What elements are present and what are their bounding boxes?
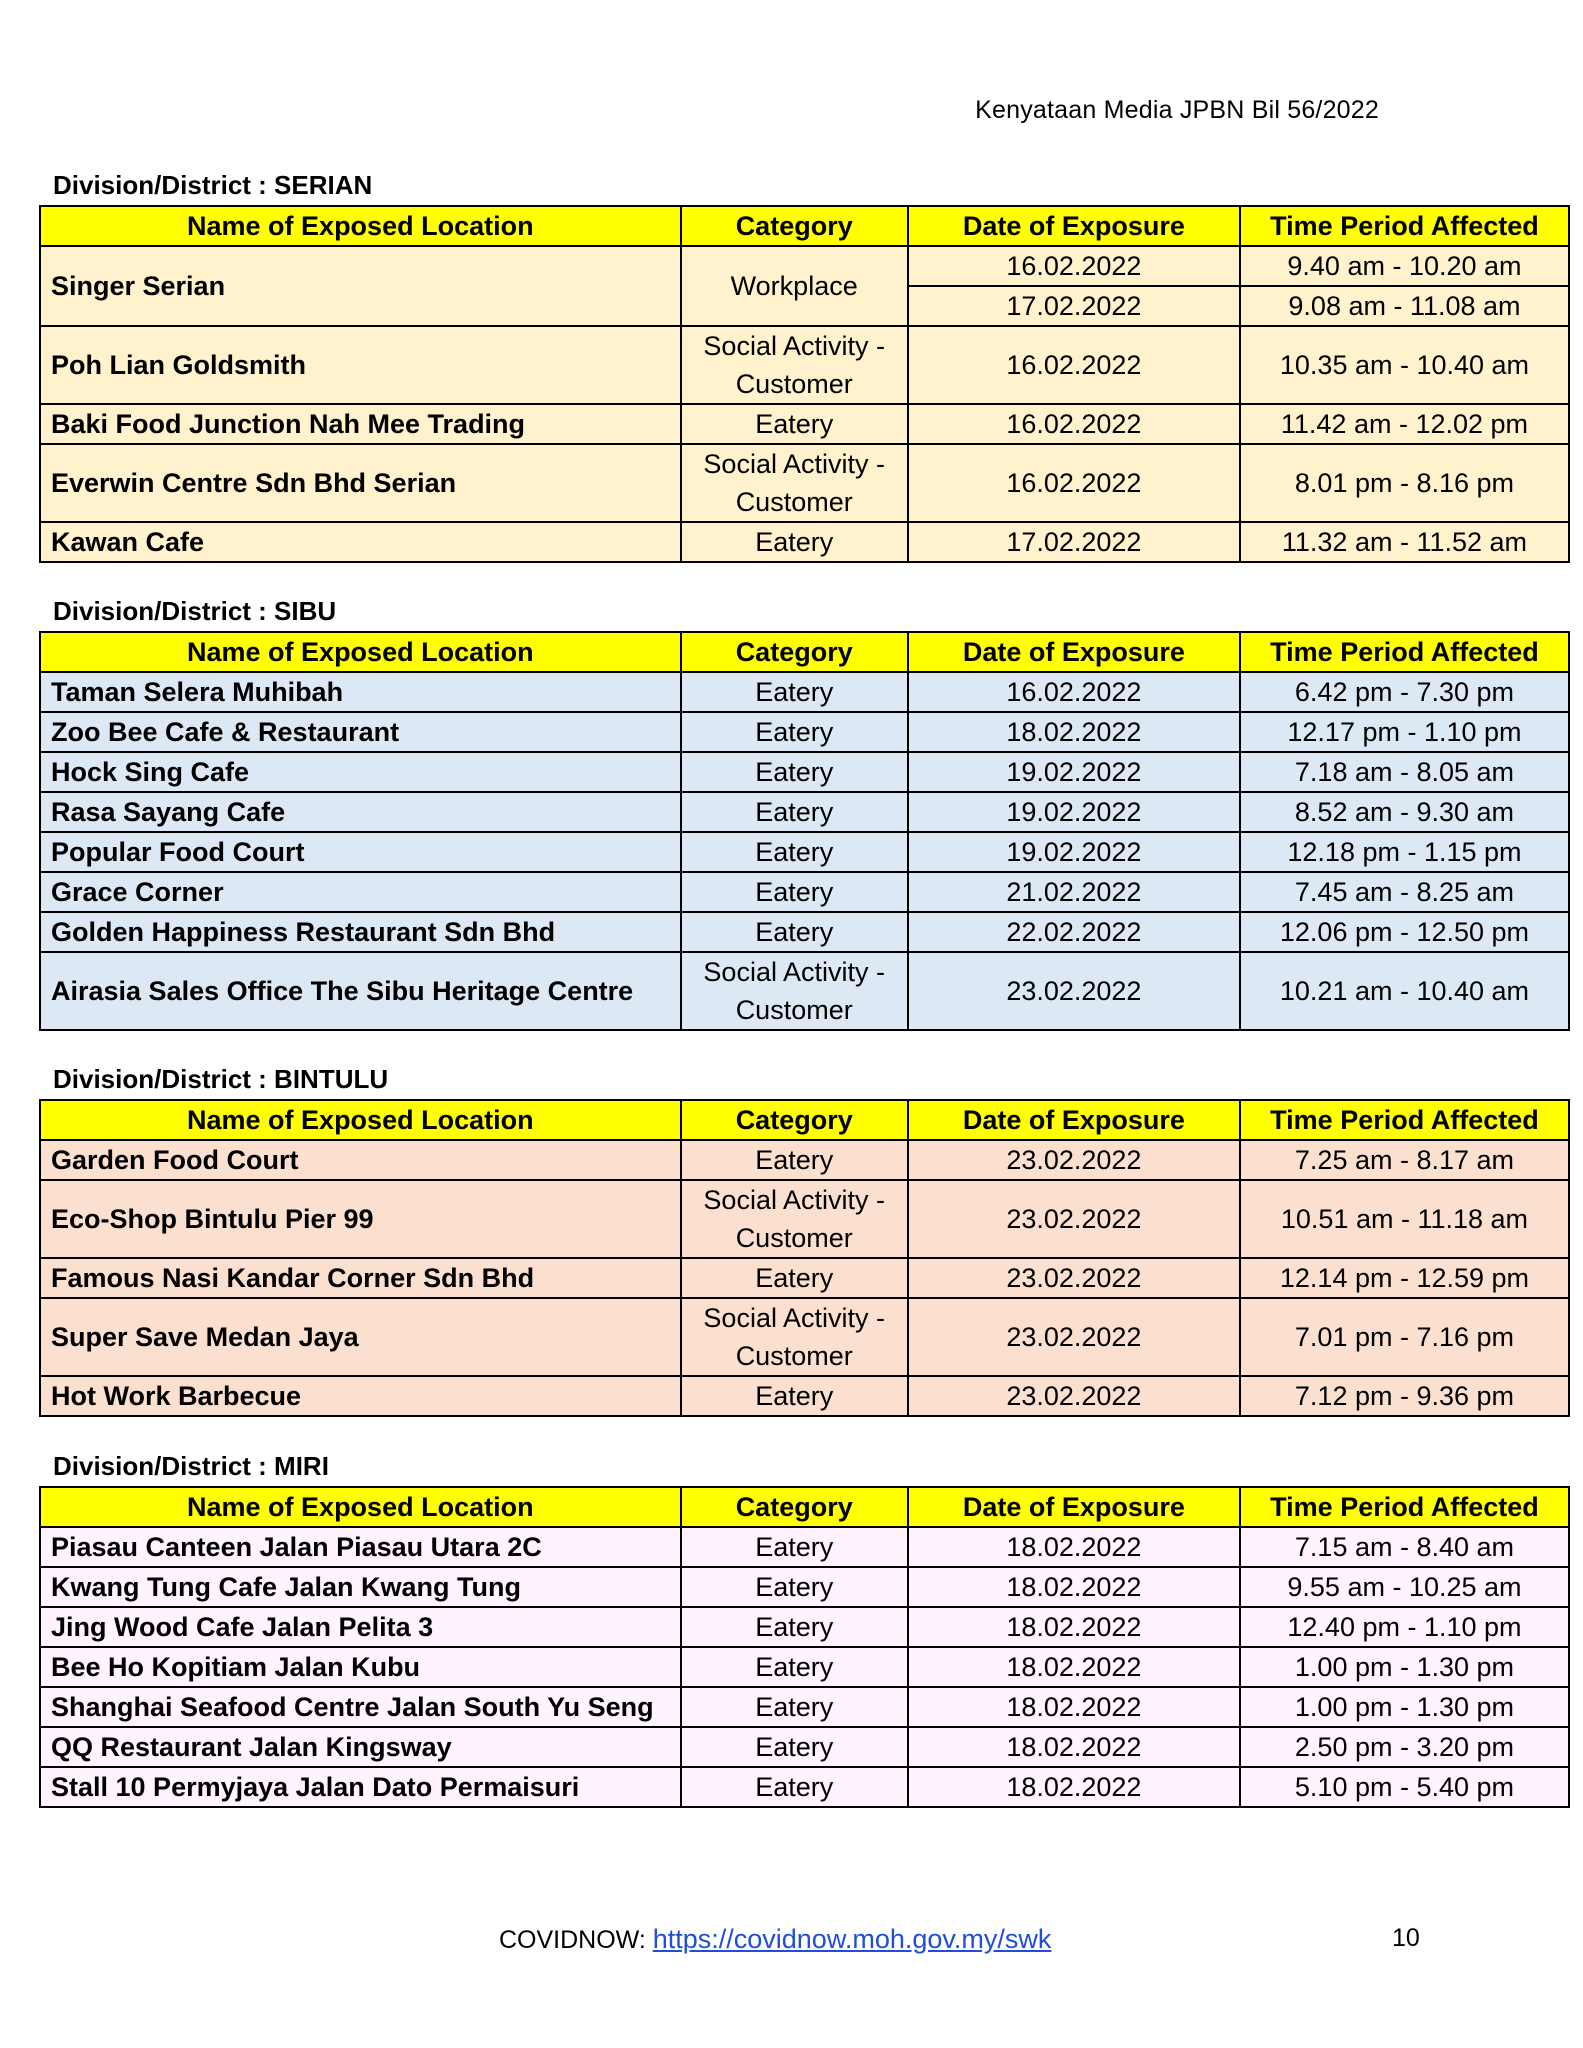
table-row xyxy=(40,1767,1569,1807)
section-bintulu xyxy=(39,1059,1569,1417)
category-cell: Eatery xyxy=(681,1527,908,1567)
time-cell: 11.42 am - 12.02 pm xyxy=(1240,404,1569,444)
table-row xyxy=(40,712,1569,752)
date-cell: 23.02.2022 xyxy=(908,1258,1240,1298)
covidnow-label: COVIDNOW: xyxy=(499,1926,653,1954)
location-cell: Golden Happiness Restaurant Sdn Bhd xyxy=(40,912,681,952)
time-cell: 12.14 pm - 12.59 pm xyxy=(1240,1258,1569,1298)
location-cell: Kwang Tung Cafe Jalan Kwang Tung xyxy=(40,1567,681,1607)
location-cell: Popular Food Court xyxy=(40,832,681,872)
category-cell: Eatery xyxy=(681,404,908,444)
table-row xyxy=(40,1140,1569,1180)
column-header-time: Time Period Affected xyxy=(1240,632,1569,672)
category-cell: Eatery xyxy=(681,1687,908,1727)
table-row xyxy=(40,444,1569,522)
table-row xyxy=(40,326,1569,404)
category-cell: Social Activity - Customer xyxy=(681,1180,908,1258)
category-cell: Workplace xyxy=(681,246,908,326)
column-header-date: Date of Exposure xyxy=(908,632,1240,672)
table-row xyxy=(40,1687,1569,1727)
category-cell: Eatery xyxy=(681,1140,908,1180)
category-cell: Social Activity - Customer xyxy=(681,444,908,522)
location-cell: Garden Food Court xyxy=(40,1140,681,1180)
time-cell: 7.45 am - 8.25 am xyxy=(1240,872,1569,912)
location-cell: Jing Wood Cafe Jalan Pelita 3 xyxy=(40,1607,681,1647)
column-header-category: Category xyxy=(681,1100,908,1140)
location-cell: Kawan Cafe xyxy=(40,522,681,562)
category-cell: Eatery xyxy=(681,522,908,562)
time-cell: 11.32 am - 11.52 am xyxy=(1240,522,1569,562)
date-cell: 16.02.2022 xyxy=(908,246,1240,286)
time-cell: 2.50 pm - 3.20 pm xyxy=(1240,1727,1569,1767)
table-header-row xyxy=(40,1487,1569,1527)
table-row xyxy=(40,912,1569,952)
section-serian xyxy=(39,165,1569,563)
category-cell: Eatery xyxy=(681,1258,908,1298)
location-cell: Rasa Sayang Cafe xyxy=(40,792,681,832)
column-header-time: Time Period Affected xyxy=(1240,1487,1569,1527)
location-cell: Airasia Sales Office The Sibu Heritage Centre xyxy=(40,952,681,1030)
category-cell: Eatery xyxy=(681,912,908,952)
date-cell: 22.02.2022 xyxy=(908,912,1240,952)
covidnow-line xyxy=(499,1924,1051,1955)
location-cell: Super Save Medan Jaya xyxy=(40,1298,681,1376)
category-cell: Eatery xyxy=(681,1767,908,1807)
category-cell: Eatery xyxy=(681,792,908,832)
section-title-serian: Division/District : SERIAN xyxy=(53,170,373,200)
section-title-bintulu: Division/District : BINTULU xyxy=(53,1064,389,1094)
exposure-table-serian xyxy=(39,205,1570,563)
date-cell: 18.02.2022 xyxy=(908,1767,1240,1807)
location-cell: Taman Selera Muhibah xyxy=(40,672,681,712)
date-cell: 18.02.2022 xyxy=(908,1647,1240,1687)
date-cell: 16.02.2022 xyxy=(908,326,1240,404)
column-header-category: Category xyxy=(681,1487,908,1527)
location-cell: Hot Work Barbecue xyxy=(40,1376,681,1416)
location-cell: Stall 10 Permyjaya Jalan Dato Permaisuri xyxy=(40,1767,681,1807)
time-cell: 6.42 pm - 7.30 pm xyxy=(1240,672,1569,712)
category-cell: Social Activity - Customer xyxy=(681,1298,908,1376)
category-cell: Eatery xyxy=(681,1727,908,1767)
date-cell: 17.02.2022 xyxy=(908,286,1240,326)
time-cell: 9.08 am - 11.08 am xyxy=(1240,286,1569,326)
table-row xyxy=(40,1727,1569,1767)
table-row xyxy=(40,832,1569,872)
time-cell: 1.00 pm - 1.30 pm xyxy=(1240,1687,1569,1727)
exposure-table-sibu xyxy=(39,631,1570,1031)
time-cell: 8.52 am - 9.30 am xyxy=(1240,792,1569,832)
time-cell: 10.21 am - 10.40 am xyxy=(1240,952,1569,1030)
location-cell: Grace Corner xyxy=(40,872,681,912)
category-cell: Social Activity - Customer xyxy=(681,952,908,1030)
date-cell: 17.02.2022 xyxy=(908,522,1240,562)
time-cell: 8.01 pm - 8.16 pm xyxy=(1240,444,1569,522)
date-cell: 18.02.2022 xyxy=(908,1687,1240,1727)
date-cell: 21.02.2022 xyxy=(908,872,1240,912)
table-row xyxy=(40,522,1569,562)
date-cell: 16.02.2022 xyxy=(908,404,1240,444)
category-cell: Social Activity - Customer xyxy=(681,326,908,404)
date-cell: 19.02.2022 xyxy=(908,792,1240,832)
date-cell: 18.02.2022 xyxy=(908,1607,1240,1647)
location-cell: Hock Sing Cafe xyxy=(40,752,681,792)
column-header-location: Name of Exposed Location xyxy=(40,206,681,246)
table-row xyxy=(40,872,1569,912)
date-cell: 23.02.2022 xyxy=(908,1376,1240,1416)
exposure-table-miri xyxy=(39,1486,1570,1808)
location-cell: Eco-Shop Bintulu Pier 99 xyxy=(40,1180,681,1258)
category-cell: Eatery xyxy=(681,712,908,752)
page-number: 10 xyxy=(1392,1924,1420,1952)
time-cell: 7.25 am - 8.17 am xyxy=(1240,1140,1569,1180)
table-header-row xyxy=(40,1100,1569,1140)
time-cell: 7.01 pm - 7.16 pm xyxy=(1240,1298,1569,1376)
table-row xyxy=(40,1527,1569,1567)
column-header-category: Category xyxy=(681,632,908,672)
date-cell: 23.02.2022 xyxy=(908,1180,1240,1258)
time-cell: 10.35 am - 10.40 am xyxy=(1240,326,1569,404)
section-title-miri: Division/District : MIRI xyxy=(53,1451,329,1481)
date-cell: 18.02.2022 xyxy=(908,1567,1240,1607)
time-cell: 9.40 am - 10.20 am xyxy=(1240,246,1569,286)
table-row xyxy=(40,1258,1569,1298)
category-cell: Eatery xyxy=(681,1376,908,1416)
category-cell: Eatery xyxy=(681,872,908,912)
table-row xyxy=(40,404,1569,444)
column-header-date: Date of Exposure xyxy=(908,206,1240,246)
table-row xyxy=(40,1298,1569,1376)
location-cell: Everwin Centre Sdn Bhd Serian xyxy=(40,444,681,522)
table-row xyxy=(40,246,1569,286)
time-cell: 9.55 am - 10.25 am xyxy=(1240,1567,1569,1607)
category-cell: Eatery xyxy=(681,752,908,792)
column-header-time: Time Period Affected xyxy=(1240,206,1569,246)
column-header-time: Time Period Affected xyxy=(1240,1100,1569,1140)
time-cell: 7.15 am - 8.40 am xyxy=(1240,1527,1569,1567)
table-row xyxy=(40,792,1569,832)
date-cell: 23.02.2022 xyxy=(908,1140,1240,1180)
category-cell: Eatery xyxy=(681,1607,908,1647)
date-cell: 18.02.2022 xyxy=(908,1527,1240,1567)
section-title-sibu: Division/District : SIBU xyxy=(53,596,337,626)
column-header-category: Category xyxy=(681,206,908,246)
time-cell: 7.12 pm - 9.36 pm xyxy=(1240,1376,1569,1416)
time-cell: 12.18 pm - 1.15 pm xyxy=(1240,832,1569,872)
location-cell: Zoo Bee Cafe & Restaurant xyxy=(40,712,681,752)
covidnow-link[interactable]: https://covidnow.moh.gov.my/swk xyxy=(652,1924,1052,1954)
time-cell: 1.00 pm - 1.30 pm xyxy=(1240,1647,1569,1687)
location-cell: Bee Ho Kopitiam Jalan Kubu xyxy=(40,1647,681,1687)
location-cell: QQ Restaurant Jalan Kingsway xyxy=(40,1727,681,1767)
table-row xyxy=(40,1376,1569,1416)
table-row xyxy=(40,752,1569,792)
column-header-location: Name of Exposed Location xyxy=(40,1487,681,1527)
location-cell: Famous Nasi Kandar Corner Sdn Bhd xyxy=(40,1258,681,1298)
location-cell: Baki Food Junction Nah Mee Trading xyxy=(40,404,681,444)
table-header-row xyxy=(40,632,1569,672)
column-header-location: Name of Exposed Location xyxy=(40,1100,681,1140)
date-cell: 18.02.2022 xyxy=(908,712,1240,752)
location-cell: Shanghai Seafood Centre Jalan South Yu Seng xyxy=(40,1687,681,1727)
date-cell: 16.02.2022 xyxy=(908,444,1240,522)
time-cell: 5.10 pm - 5.40 pm xyxy=(1240,1767,1569,1807)
document-header: Kenyataan Media JPBN Bil 56/2022 xyxy=(975,96,1379,124)
time-cell: 10.51 am - 11.18 am xyxy=(1240,1180,1569,1258)
location-cell: Singer Serian xyxy=(40,246,681,326)
time-cell: 7.18 am - 8.05 am xyxy=(1240,752,1569,792)
column-header-date: Date of Exposure xyxy=(908,1487,1240,1527)
table-row xyxy=(40,672,1569,712)
category-cell: Eatery xyxy=(681,672,908,712)
time-cell: 12.06 pm - 12.50 pm xyxy=(1240,912,1569,952)
time-cell: 12.17 pm - 1.10 pm xyxy=(1240,712,1569,752)
date-cell: 23.02.2022 xyxy=(908,1298,1240,1376)
time-cell: 12.40 pm - 1.10 pm xyxy=(1240,1607,1569,1647)
location-cell: Piasau Canteen Jalan Piasau Utara 2C xyxy=(40,1527,681,1567)
table-row xyxy=(40,1567,1569,1607)
date-cell: 23.02.2022 xyxy=(908,952,1240,1030)
location-cell: Poh Lian Goldsmith xyxy=(40,326,681,404)
category-cell: Eatery xyxy=(681,1647,908,1687)
date-cell: 16.02.2022 xyxy=(908,672,1240,712)
table-row xyxy=(40,1180,1569,1258)
page-footer xyxy=(0,1924,1583,1964)
category-cell: Eatery xyxy=(681,832,908,872)
section-miri xyxy=(39,1446,1569,1808)
exposure-table-bintulu xyxy=(39,1099,1570,1417)
table-row xyxy=(40,1647,1569,1687)
table-header-row xyxy=(40,206,1569,246)
date-cell: 19.02.2022 xyxy=(908,832,1240,872)
column-header-location: Name of Exposed Location xyxy=(40,632,681,672)
table-row xyxy=(40,1607,1569,1647)
section-sibu xyxy=(39,591,1569,1031)
date-cell: 19.02.2022 xyxy=(908,752,1240,792)
date-cell: 18.02.2022 xyxy=(908,1727,1240,1767)
table-row xyxy=(40,952,1569,1030)
category-cell: Eatery xyxy=(681,1567,908,1607)
column-header-date: Date of Exposure xyxy=(908,1100,1240,1140)
